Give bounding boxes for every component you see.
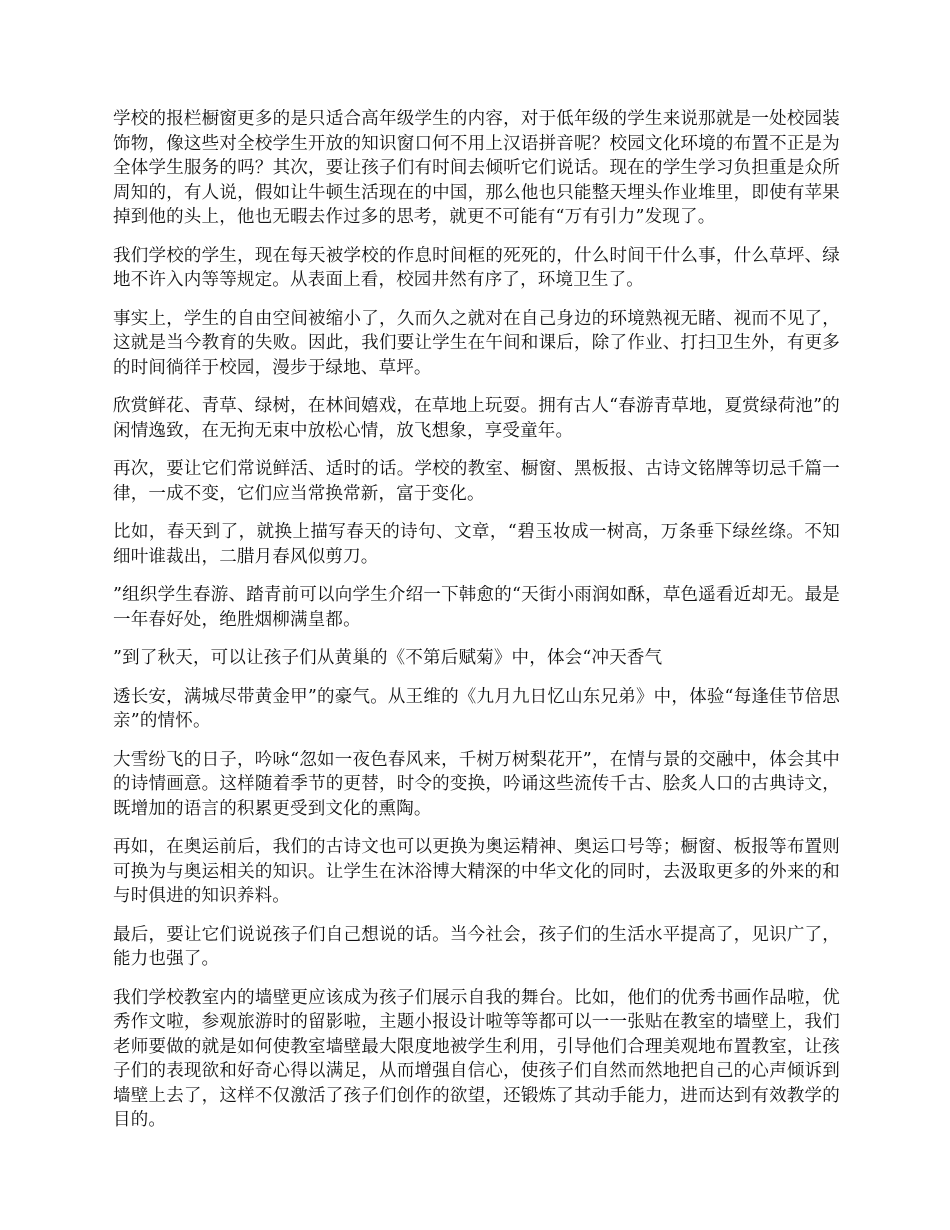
paragraph-13: 我们学校教室内的墙壁更应该成为孩子们展示自我的舞台。比如，他们的优秀书画作品啦，优秀作文啦，参观旅游时的留影啦，主题小报设计啦等等都可以一一张贴在教室的墙壁上，我们老师要做的就是如何使教室墙壁最大限度地被学生利用，引导他们合理美观地布置教室，让孩子们的表现欲和好奇心得以满足，从而增强自信心，使孩子们自然而然地把自己的心声倾诉到墙壁上去了，这样不仅激活了孩子们创作的欲望，还锻炼了其动手能力，进而达到有效教学的目的。 [113, 987, 840, 1130]
paragraph-6: 比如，春天到了，就换上描写春天的诗句、文章，“碧玉妆成一树高，万条垂下绿丝绦。不知细叶谁裁出，二腊月春风似剪刀。 [113, 522, 840, 567]
paragraph-9: 透长安，满城尽带黄金甲”的豪气。从王维的《九月九日忆山东兄弟》中，体验“每逢佳节倍思亲”的情怀。 [113, 686, 840, 731]
paragraph-11: 再如，在奥运前后，我们的古诗文也可以更换为奥运精神、奥运口号等；橱窗、板报等布置则可换为与奥运相关的知识。让学生在沐浴博大精深的中华文化的同时，去汲取更多的外来的和与时俱进的知识养料。 [113, 837, 840, 906]
paragraph-10: 大雪纷飞的日子，吟咏“忽如一夜色春风来，千树万树梨花开”，在情与景的交融中，体会其中的诗情画意。这样随着季节的更替，时令的变换，吟诵这些流传千古、脍炙人口的古典诗文，既增加的语言的积累更受到文化的熏陶。 [113, 749, 840, 819]
paragraph-1: 学校的报栏橱窗更多的是只适合高年级学生的内容，对于低年级的学生来说那就是一处校园装饰物，像这些对全校学生开放的知识窗口何不用上汉语拼音呢？校园文化环境的布置不正是为全体学生服务的吗？其次，要让孩子们有时间去倾听它们说话。现在的学生学习负担重是众所周知的，有人说，假如让牛顿生活现在的中国，那么他也只能整天埋头作业堆里，即使有苹果掉到他的头上，他也无暇去作过多的思考，就更不可能有“万有引力”发现了。 [113, 109, 840, 227]
paragraph-8: ”到了秋天，可以让孩子们从黄巢的《不第后赋菊》中，体会“冲天香气 [113, 648, 663, 668]
paragraph-2: 我们学校的学生，现在每天被学校的作息时间框的死死的，什么时间干什么事，什么草坪、绿地不许入内等等规定。从表面上看，校园井然有序了，环境卫生了。 [113, 245, 840, 290]
paragraph-7: ”组织学生春游、踏青前可以向学生介绍一下韩愈的“天街小雨润如酥，草色遥看近却无。最是一年春好处，绝胜烟柳满皇都。 [113, 585, 840, 630]
paragraph-3: 事实上，学生的自由空间被缩小了，久而久之就对在自己身边的环境熟视无睹、视而不见了，这就是当今教育的失败。因此，我们要让学生在午间和课后，除了作业、打扫卫生外，有更多的时间徜徉于校园，漫步于绿地、草坪。 [113, 308, 840, 378]
paragraph-4: 欣赏鲜花、青草、绿树，在林间嬉戏，在草地上玩耍。拥有古人“春游青草地，夏赏绿荷池”的闲情逸致，在无拘无束中放松心情，放飞想象，享受童年。 [113, 396, 840, 441]
document-body [113, 107, 840, 1147]
paragraph-5: 再次，要让它们常说鲜活、适时的话。学校的教室、橱窗、黑板报、古诗文铭牌等切忌千篇一律，一成不变，它们应当常换常新，富于变化。 [113, 459, 840, 504]
paragraph-12: 最后，要让它们说说孩子们自己想说的话。当今社会，孩子们的生活水平提高了，见识广了，能力也强了。 [113, 924, 840, 969]
